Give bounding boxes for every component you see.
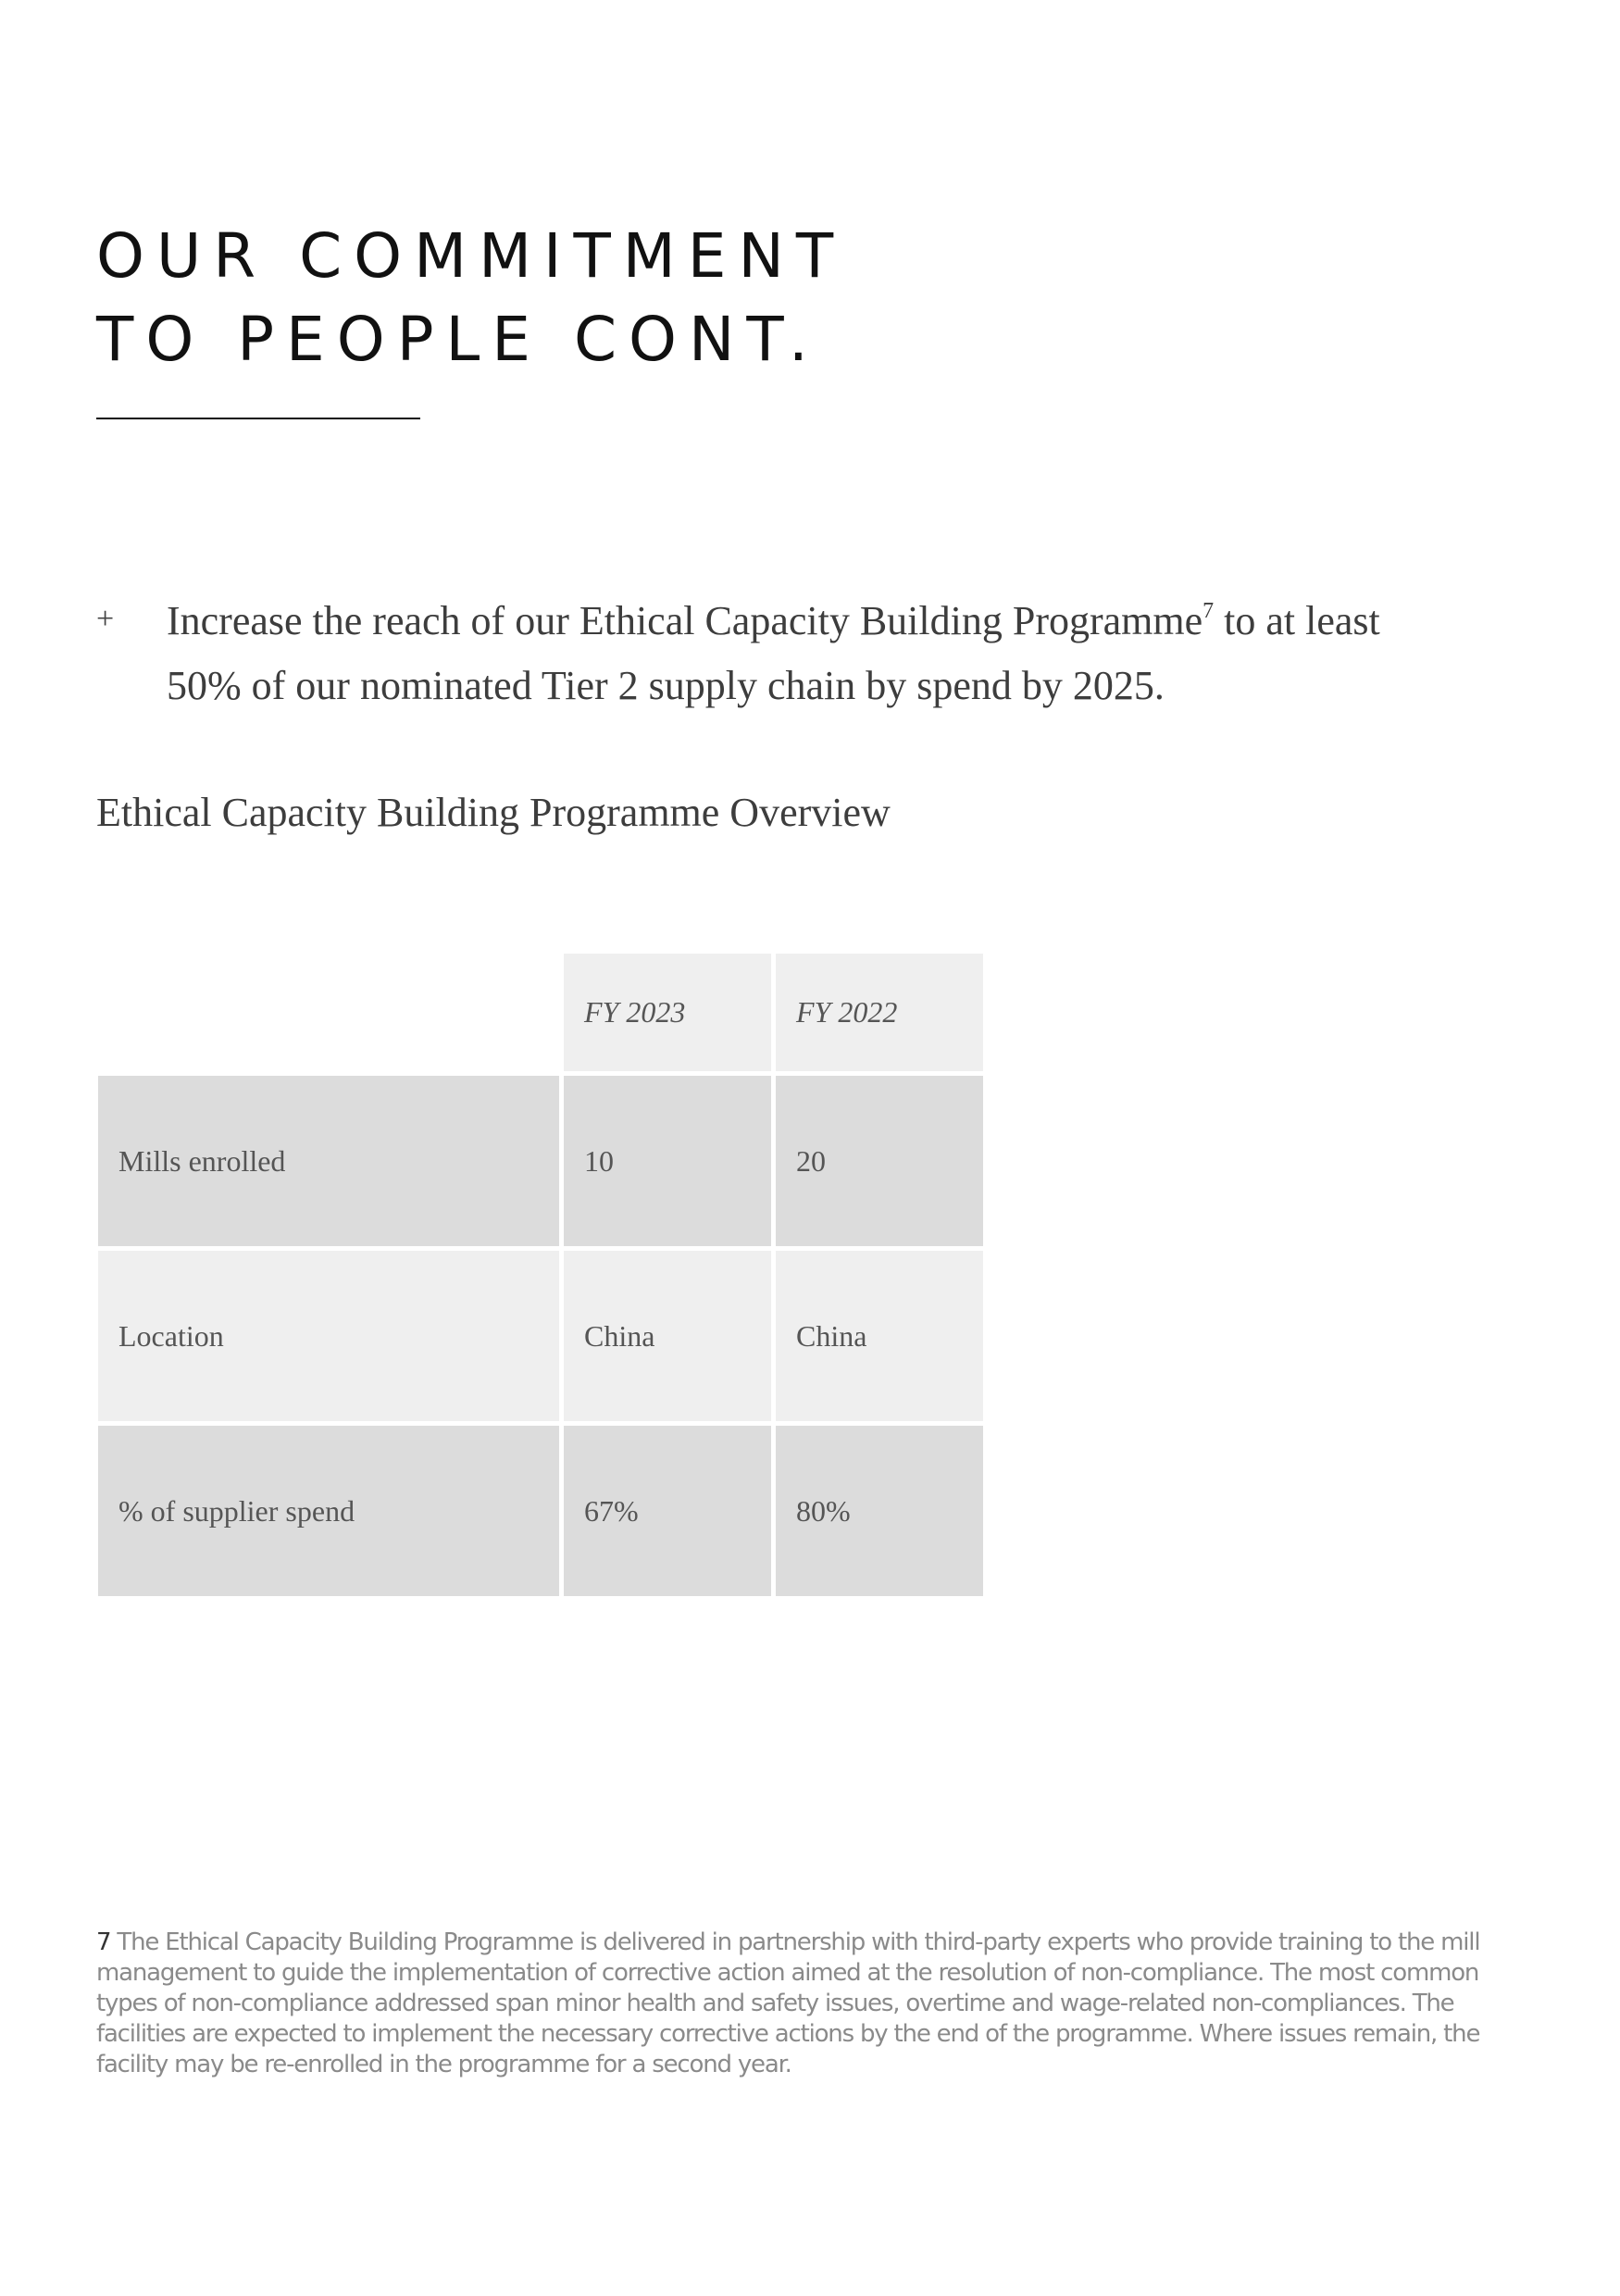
cell-value: 67%	[564, 1426, 771, 1596]
commitment-bullet	[167, 589, 1463, 718]
page-title-line-2: TO PEOPLE CONT.	[96, 304, 820, 375]
table-row	[98, 1076, 983, 1246]
table-title: Ethical Capacity Building Programme Overview	[96, 790, 891, 835]
programme-overview-table	[93, 949, 988, 1601]
cell-value: China	[776, 1251, 983, 1421]
row-label: Mills enrolled	[98, 1076, 559, 1246]
footnote-reference: 7	[1203, 599, 1215, 623]
cell-value: China	[564, 1251, 771, 1421]
plus-icon: +	[96, 602, 115, 636]
row-label: Location	[98, 1251, 559, 1421]
column-header-fy2023: FY 2023	[564, 954, 771, 1071]
bullet-text-start: Increase the reach of our Ethical Capacity Building Programme	[167, 598, 1203, 643]
cell-value: 20	[776, 1076, 983, 1246]
row-label: % of supplier spend	[98, 1426, 559, 1596]
bullet-text-end: to at least 50% of our nominated Tier 2 supply chain by spend by 2025.	[167, 598, 1380, 708]
cell-value: 10	[564, 1076, 771, 1246]
title-divider	[96, 418, 420, 419]
table-header-empty-cell	[98, 954, 559, 1071]
page-title	[96, 215, 845, 381]
page-title-line-1: OUR COMMITMENT	[96, 220, 846, 292]
footnote-text: The Ethical Capacity Building Programme is delivered in partnership with third-party experts who provide training to the mill management to guide the implementation of corrective action aimed at the resolution of non-compliance. The most common types of non-compliance addressed span minor health and safety issues, overtime and wage-related non-compliances. The facilities are expected to implement the necessary corrective actions by the end of the programme. Where issues remain, the facility may be re-enrolled in the programme for a second year.	[96, 1928, 1480, 2078]
cell-value: 80%	[776, 1426, 983, 1596]
table-row	[98, 1426, 983, 1596]
footnote-number: 7	[96, 1928, 111, 1956]
column-header-fy2022: FY 2022	[776, 954, 983, 1071]
table-row	[98, 1251, 983, 1421]
footnote	[96, 1928, 1540, 2080]
table-header-row	[98, 954, 983, 1071]
